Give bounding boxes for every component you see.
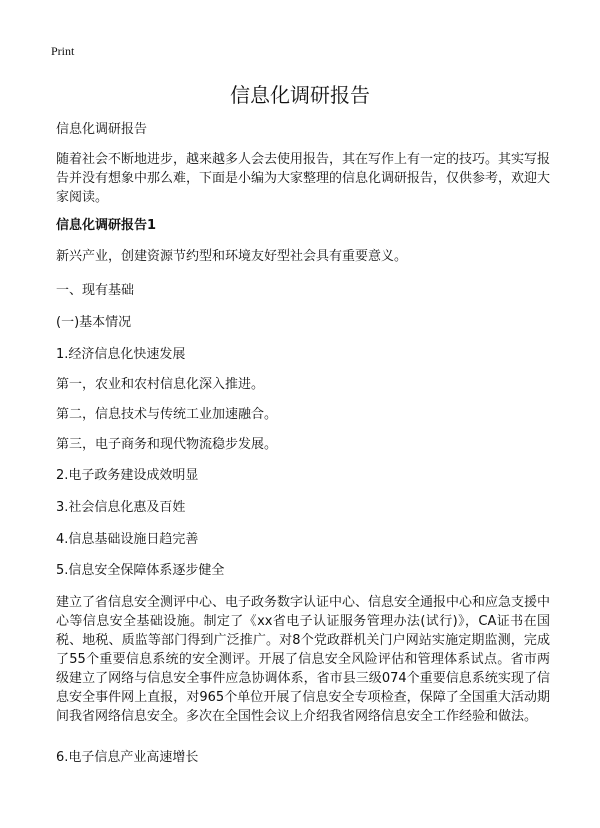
list-item: 5.信息安全保障体系逐步健全 xyxy=(56,563,225,578)
list-item: 第三，电子商务和现代物流稳步发展。 xyxy=(56,437,278,452)
list-item: 第二，信息技术与传统工业加速融合。 xyxy=(56,407,278,422)
heading-existing-foundation: 一、现有基础 xyxy=(56,283,135,298)
security-paragraph: 建立了省信息安全测评中心、电子政务数字认证中心、信息安全通报中心和应急支援中心等信息安全基础设施。制定了《xx省电子认证服务管理办法(试行)》，CA证书在国税、地税、质监等部门得到广泛推广。对8个党政群机关门户网站实施定期监测，完成了55个重要信息系统的安全测评。开展了信息安全风险评估和管理体系试点。省市两级建立了网络与信息安全事件应急协调体系，省市县三级074个重要信息系统实现了信息安全事件网上直报，对965个单位开展了信息安全专项检查，保障了全国重大活动期间我省网络信息安全。多次在全国性会议上介绍我省网络信息安全工作经验和做法。 xyxy=(56,595,551,724)
heading-basic-situation: (一)基本情况 xyxy=(56,315,132,330)
body-line: 新兴产业，创建资源节约型和环境友好型社会具有重要意义。 xyxy=(56,249,408,264)
list-item: 3.社会信息化惠及百姓 xyxy=(56,500,186,515)
intro-paragraph: 随着社会不断地进步，越来越多人会去使用报告，其在写作上有一定的技巧。其实写报告并没有想象中那么难，下面是小编为大家整理的信息化调研报告，仅供参考，欢迎大家阅读。 xyxy=(56,152,551,205)
list-item: 2.电子政务建设成效明显 xyxy=(56,468,199,483)
list-item: 1.经济信息化快速发展 xyxy=(56,347,186,362)
subtitle: 信息化调研报告 xyxy=(56,122,148,137)
list-item: 4.信息基础设施日趋完善 xyxy=(56,532,199,547)
print-label[interactable]: Print xyxy=(51,44,75,58)
list-item: 第一，农业和农村信息化深入推进。 xyxy=(56,377,265,392)
section-heading: 信息化调研报告1 xyxy=(56,218,157,233)
list-item: 6.电子信息产业高速增长 xyxy=(56,750,199,765)
document-title: 信息化调研报告 xyxy=(230,83,370,107)
